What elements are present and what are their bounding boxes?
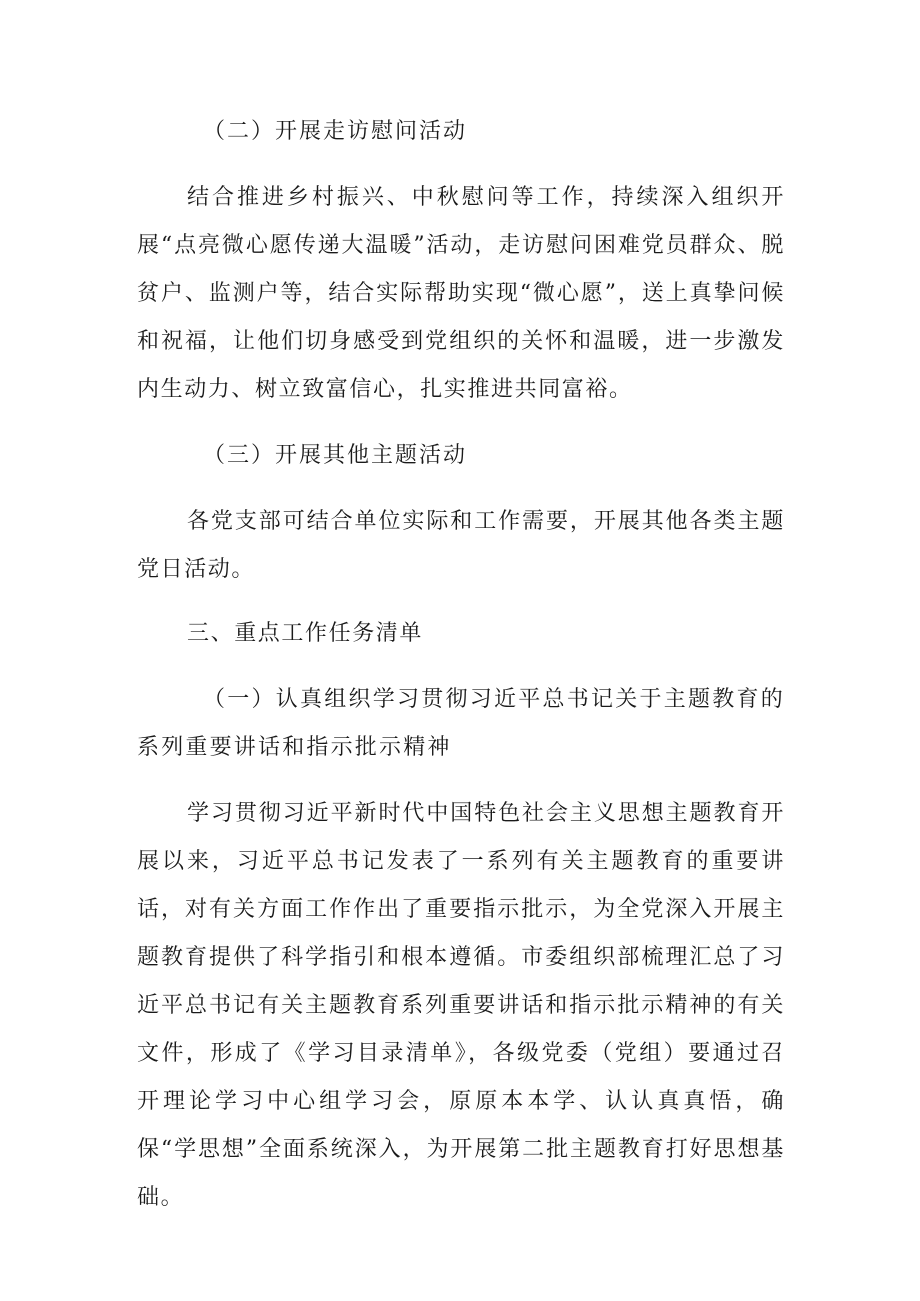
- section-heading-key-tasks: 三、重点工作任务清单: [187, 621, 424, 646]
- subheading-study-speeches: （一）认真组织学习贯彻习近平总书记关于主题教育的系列重要讲话和指示批示精神: [137, 687, 785, 760]
- paragraph-other-activities: 各党支部可结合单位实际和工作需要，开展其他各类主题党日活动。: [137, 509, 785, 582]
- subheading-other-activities: （三）开展其他主题活动: [203, 443, 468, 468]
- paragraph-study-speeches: 学习贯彻习近平新时代中国特色社会主义思想主题教育开展以来，习近平总书记发表了一系列有关主题教育的重要讲话，对有关方面工作作出了重要指示批示，为全党深入开展主题教育提供了科学指引和根本遵循。市委组织部梳理汇总了习近平总书记有关主题教育系列重要讲话和指示批示精神的有关文件，形成了《学习目录清单》，各级党委（党组）要通过召开理论学习中心组学习会，原原本本学、认认真真悟，确保“学思想”全面系统深入，为开展第二批主题教育打好思想基础。: [137, 801, 785, 1210]
- paragraph-visits: 结合推进乡村振兴、中秋慰问等工作，持续深入组织开展“点亮微心愿传递大温暖”活动，走访慰问困难党员群众、脱贫户、监测户等，结合实际帮助实现“微心愿”，送上真挚问候和祝福，让他们切身感受到党组织的关怀和温暖，进一步激发内生动力、树立致富信心，扎实推进共同富裕。: [137, 185, 785, 402]
- subheading-visits: （二）开展走访慰问活动: [203, 119, 468, 144]
